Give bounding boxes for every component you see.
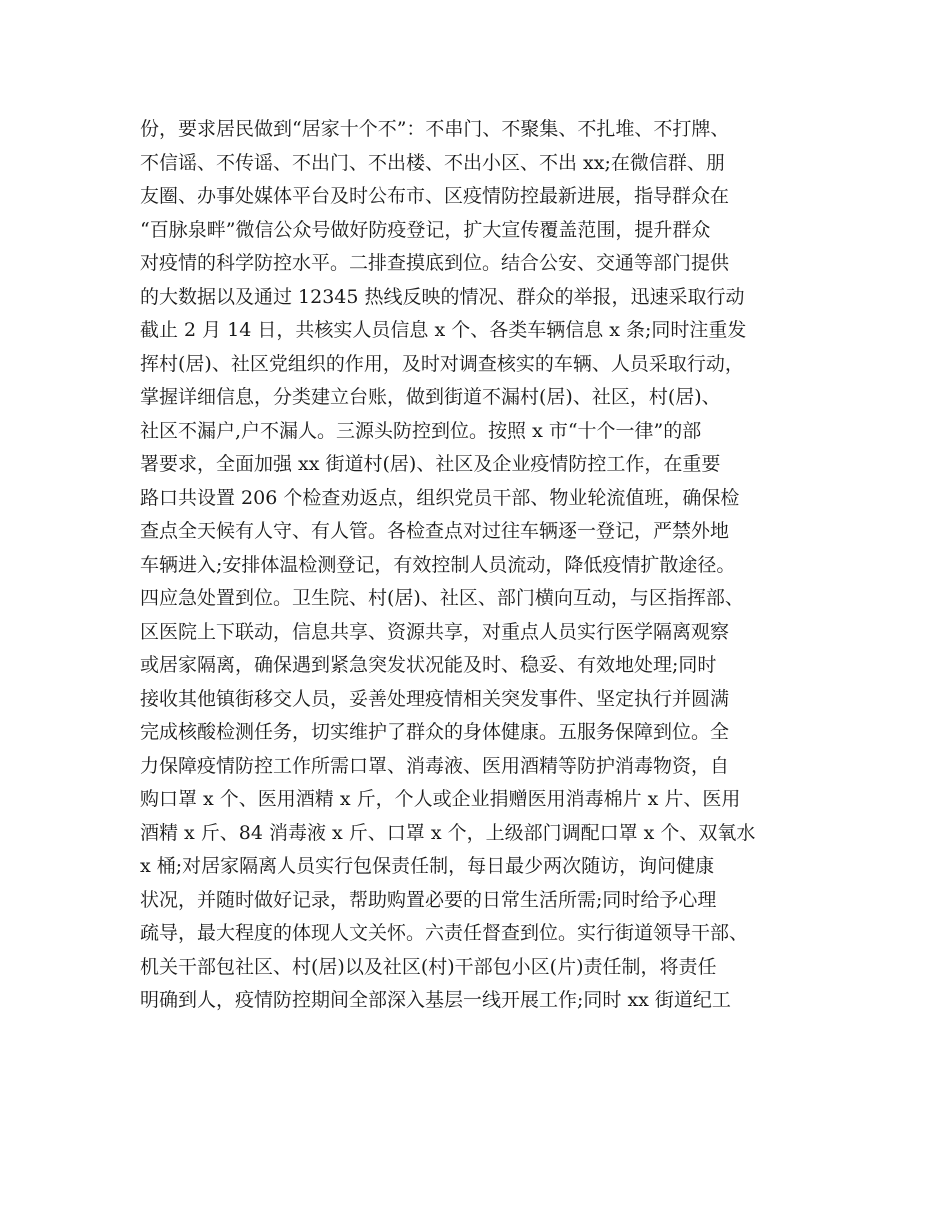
text-line: 购口罩 x 个、医用酒精 x 斤，个人或企业捐赠医用消毒棉片 x 片、医用 bbox=[140, 788, 741, 810]
text-line: 对疫情的科学防控水平。二排查摸底到位。结合公安、交通等部门提供 bbox=[140, 252, 730, 274]
text-line: 区医院上下联动，信息共享、资源共享，对重点人员实行医学隔离观察 bbox=[140, 620, 730, 643]
text-line: 掌握详细信息，分类建立台账，做到街道不漏村(居)、社区，村(居)、 bbox=[140, 386, 721, 408]
text-line: 接收其他镇街移交人员，妥善处理疫情相关突发事件、坚定执行并圆满 bbox=[140, 687, 730, 710]
text-line: 路口共设置 206 个检查劝返点，组织党员干部、物业轮流值班，确保检 bbox=[140, 486, 740, 509]
text-line: x 桶;对居家隔离人员实行包保责任制，每日最少两次随访，询问健康 bbox=[140, 855, 715, 877]
text-line: 友圈、办事处媒体平台及时公布市、区疫情防控最新进展，指导群众在 bbox=[140, 185, 730, 207]
body-text bbox=[140, 113, 830, 1018]
text-line: “百脉泉畔”微信公众号做好防疫登记，扩大宣传覆盖范围，提升群众 bbox=[140, 218, 711, 241]
text-line: 挥村(居)、社区党组织的作用，及时对调查核实的车辆、人员采取行动， bbox=[140, 352, 744, 375]
text-line: 四应急处置到位。卫生院、村(居)、社区、部门横向互动，与区指挥部、 bbox=[140, 587, 744, 609]
text-line: 明确到人，疫情防控期间全部深入基层一线开展工作;同时 xx 街道纪工 bbox=[140, 989, 731, 1011]
text-line: 状况，并随时做好记录，帮助购置必要的日常生活所需;同时给予心理 bbox=[140, 888, 717, 911]
text-line: 力保障疫情防控工作所需口罩、消毒液、医用酒精等防护消毒物资，自 bbox=[140, 754, 730, 777]
text-line: 或居家隔离，确保遇到紧急突发状况能及时、稳妥、有效地处理;同时 bbox=[140, 654, 717, 676]
text-line: 不信谣、不传谣、不出门、不出楼、不出小区、不出 xx;在微信群、朋 bbox=[140, 151, 725, 174]
text-line: 署要求，全面加强 xx 街道村(居)、社区及企业疫情防控工作，在重要 bbox=[140, 453, 721, 475]
text-line: 疏导，最大程度的体现人文关怀。六责任督查到位。实行街道领导干部、 bbox=[140, 922, 749, 944]
text-line: 的大数据以及通过 12345 热线反映的情况、群众的举报，迅速采取行动 bbox=[140, 285, 745, 308]
text-line: 截止 2 月 14 日，共核实人员信息 x 个、各类车辆信息 x 条;同时注重发 bbox=[140, 319, 747, 341]
text-line: 份，要求居民做到“居家十个不”：不串门、不聚集、不扎堆、不打牌、 bbox=[140, 118, 730, 140]
text-line: 社区不漏户,户不漏人。三源头防控到位。按照 x 市“十个一律”的部 bbox=[140, 419, 702, 442]
text-line: 查点全天候有人守、有人管。各检查点对过往车辆逐一登记，严禁外地 bbox=[140, 520, 730, 542]
text-line: 完成核酸检测任务，切实维护了群众的身体健康。五服务保障到位。全 bbox=[140, 721, 730, 743]
text-line: 车辆进入;安排体温检测登记，有效控制人员流动，降低疫情扩散途径。 bbox=[140, 553, 736, 576]
text-line: 机关干部包社区、村(居)以及社区(村)干部包小区(片)责任制，将责任 bbox=[140, 955, 717, 978]
text-line: 酒精 x 斤、84 消毒液 x 斤、口罩 x 个，上级部门调配口罩 x 个、双氧水 bbox=[140, 821, 756, 844]
